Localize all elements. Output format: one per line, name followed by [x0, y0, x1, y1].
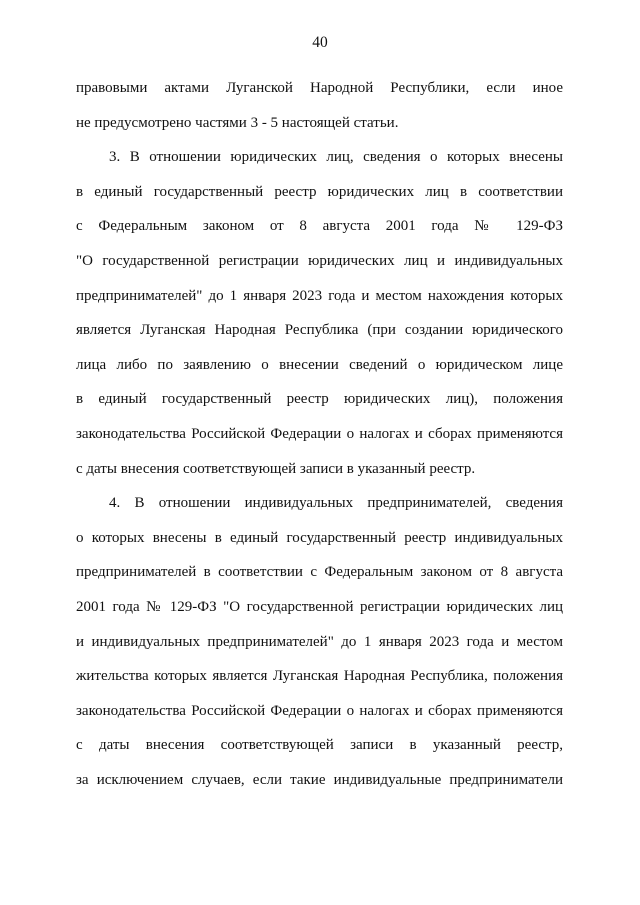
page-number: 40	[312, 34, 328, 51]
text-line: с Федеральным законом от 8 августа 2001 года № 129-ФЗ	[76, 218, 563, 235]
text-line: и индивидуальных предпринимателей" до 1 января 2023 года и местом	[76, 633, 563, 650]
text-line: не предусмотрено частями 3 - 5 настоящей статьи.	[76, 114, 399, 131]
text-line: предпринимателей" до 1 января 2023 года и местом нахождения которых	[76, 287, 563, 304]
paragraph-item-4	[76, 486, 563, 797]
text-line: является Луганская Народная Республика (при создании юридического	[76, 322, 563, 339]
text-line: законодательства Российской Федерации о налогах и сборах применяются	[76, 425, 563, 442]
paragraph-item-3	[76, 140, 563, 486]
text-line: предпринимателей в соответствии с Федеральным законом от 8 августа	[76, 564, 563, 581]
text-line: за исключением случаев, если такие индивидуальные предприниматели	[76, 771, 563, 788]
text-line: правовыми актами Луганской Народной Республики, если иное	[76, 80, 563, 96]
document-body	[76, 71, 563, 797]
text-line: жительства которых является Луганская Народная Республика, положения	[76, 668, 563, 685]
text-line: с даты внесения соответствующей записи в указанный реестр,	[76, 737, 563, 754]
text-line: о которых внесены в единый государственный реестр индивидуальных	[76, 529, 563, 546]
text-line: в единый государственный реестр юридических лиц в соответствии	[76, 183, 563, 200]
text-line: 3. В отношении юридических лиц, сведения о которых внесены	[109, 149, 563, 166]
text-line: 2001 года № 129-ФЗ "О государственной регистрации юридических лиц	[76, 598, 563, 615]
text-line: лица либо по заявлению о внесении сведений о юридическом лице	[76, 356, 563, 373]
text-line: "О государственной регистрации юридических лиц и индивидуальных	[76, 252, 563, 269]
text-line: 4. В отношении индивидуальных предпринимателей, сведения	[109, 495, 563, 512]
text-line: в единый государственный реестр юридических лиц), положения	[76, 391, 563, 408]
paragraph-continuation	[76, 71, 563, 140]
text-line: с даты внесения соответствующей записи в указанный реестр.	[76, 460, 476, 477]
text-line: законодательства Российской Федерации о налогах и сборах применяются	[76, 702, 563, 719]
